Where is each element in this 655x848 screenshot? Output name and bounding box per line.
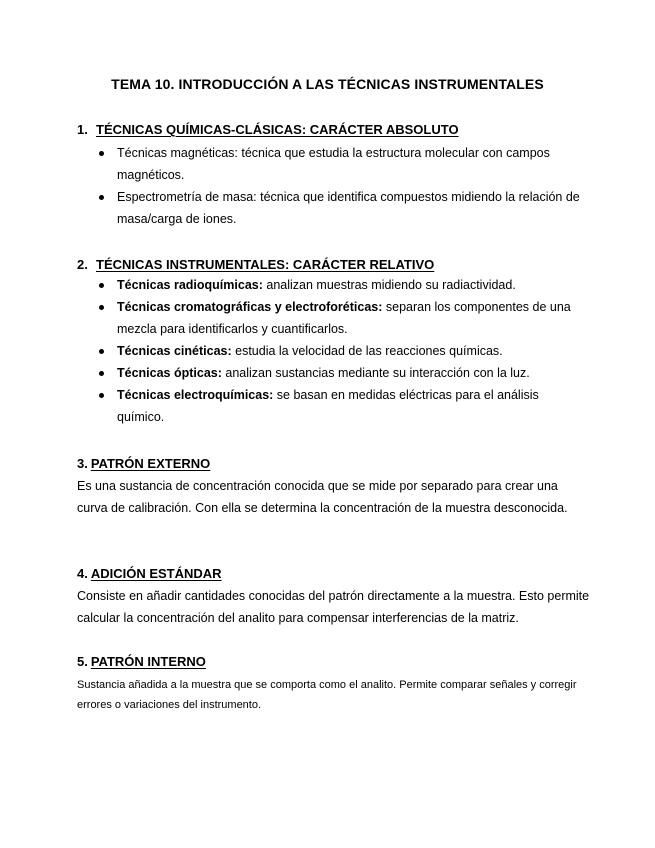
list-item-bold: Técnicas cinéticas: xyxy=(117,344,232,358)
section-4-paragraph: Consiste en añadir cantidades conocidas del patrón directamente a la muestra. Esto permite calcular la concentración del analito para compensar interferencias de la matriz. xyxy=(77,589,590,625)
section-5-paragraph: Sustancia añadida a la muestra que se comporta como el analito. Permite comparar señales y corregir errores o variaciones del instrumento. xyxy=(77,679,577,711)
list-item-bold: Técnicas ópticas: xyxy=(117,366,222,380)
section-1-list xyxy=(97,142,587,230)
section-4-heading xyxy=(77,566,222,581)
section-2-heading xyxy=(77,257,434,272)
section-1-number: 1. xyxy=(77,122,88,137)
list-item-bold: Técnicas cromatográficas y electroforéticas: xyxy=(117,300,383,314)
list-item xyxy=(97,186,587,230)
list-item-text: se basan en medidas eléctricas para el análisis químico. xyxy=(117,388,539,424)
list-item-text: analizan muestras midiendo su radiactividad. xyxy=(262,278,516,292)
section-2-number: 2. xyxy=(77,257,88,272)
section-3-paragraph: Es una sustancia de concentración conocida que se mide por separado para crear una curva de calibración. Con ella se determina la concentración de la muestra desconocida. xyxy=(77,479,568,515)
section-1-title: TÉCNICAS QUÍMICAS-CLÁSICAS: CARÁCTER ABSOLUTO xyxy=(96,122,459,137)
list-item-text: Técnicas magnéticas: técnica que estudia la estructura molecular con campos magnéticos. xyxy=(117,146,550,182)
list-item xyxy=(97,274,572,296)
document-title: TEMA 10. INTRODUCCIÓN A LAS TÉCNICAS INSTRUMENTALES xyxy=(111,76,544,92)
section-2-title: TÉCNICAS INSTRUMENTALES: CARÁCTER RELATIVO xyxy=(96,257,435,272)
section-5-title: PATRÓN INTERNO xyxy=(90,654,206,669)
list-item xyxy=(97,362,572,384)
list-item xyxy=(97,296,572,340)
list-item xyxy=(97,340,572,362)
section-3-title: PATRÓN EXTERNO xyxy=(90,456,211,471)
section-4-title: ADICIÓN ESTÁNDAR xyxy=(90,566,222,581)
section-1-heading xyxy=(77,122,459,137)
list-item-text: analizan sustancias mediante su interacción con la luz. xyxy=(221,366,530,380)
section-5-heading xyxy=(77,654,206,669)
list-item-bold: Técnicas electroquímicas: xyxy=(117,388,274,402)
list-item xyxy=(97,384,572,428)
list-item-bold: Técnicas radioquímicas: xyxy=(117,278,263,292)
section-3-number: 3. xyxy=(77,456,88,471)
list-item-text: estudia la velocidad de las reacciones químicas. xyxy=(231,344,503,358)
list-item xyxy=(97,142,587,186)
section-5-number: 5. xyxy=(77,654,88,669)
list-item-text: Espectrometría de masa: técnica que identifica compuestos midiendo la relación de masa/carga de iones. xyxy=(117,190,580,226)
section-3-heading xyxy=(77,456,210,471)
section-4-number: 4. xyxy=(77,566,88,581)
list-item-text: separan los componentes de una mezcla para identificarlos y cuantificarlos. xyxy=(117,300,571,336)
section-2-list xyxy=(97,274,572,428)
